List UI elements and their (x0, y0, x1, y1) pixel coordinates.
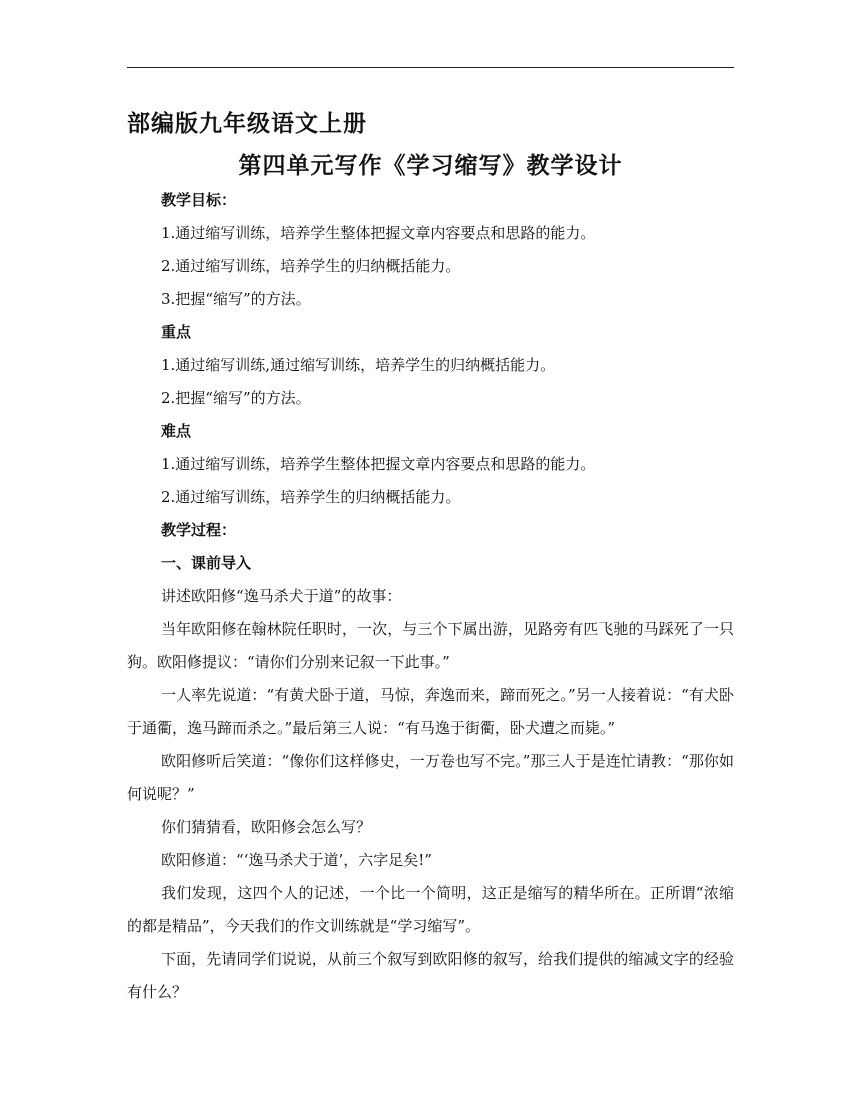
key-point-item: 1.通过缩写训练,通过缩写训练，培养学生的归纳概括能力。 (161, 356, 556, 374)
document-title-main: 部编版九年级语文上册 (127, 111, 367, 137)
objective-item: 3.把握“缩写”的方法。 (161, 290, 311, 308)
objective-item: 1.通过缩写训练，培养学生整体把握文章内容要点和思路的能力。 (161, 224, 596, 242)
body-paragraph: 一人率先说道：“有黄犬卧于道，马惊，奔逸而来，蹄而死之。”另一人接着说：“有犬卧于通衢，逸马蹄而杀之。”最后第三人说：“有马逸于街衢，卧犬遭之而毙。” (127, 686, 734, 737)
difficulty-item: 1.通过缩写训练，培养学生整体把握文章内容要点和思路的能力。 (161, 455, 596, 473)
difficulties-heading: 难点 (161, 422, 192, 440)
objectives-heading: 教学目标： (161, 191, 237, 209)
document-body (127, 106, 734, 1009)
body-paragraph: 你们猜猜看，欧阳修会怎么写？ (161, 818, 372, 836)
body-paragraph: 当年欧阳修在翰林院任职时，一次，与三个下属出游，见路旁有匹飞驰的马踩死了一只狗。欧阳修提议：“请你们分别来记叙一下此事。” (127, 620, 734, 671)
body-paragraph: 欧阳修道：“‘逸马杀犬于道’，六字足矣!” (161, 851, 432, 869)
header-rule (127, 67, 734, 68)
body-paragraph: 讲述欧阳修“逸马杀犬于道”的故事： (161, 587, 402, 605)
process-heading: 教学过程： (161, 521, 237, 539)
objective-item: 2.通过缩写训练，培养学生的归纳概括能力。 (161, 257, 461, 275)
document-title-sub: 第四单元写作《学习缩写》教学设计 (238, 153, 623, 179)
key-points-heading: 重点 (161, 323, 192, 341)
body-paragraph: 欧阳修听后笑道：“像你们这样修史，一万卷也写不完。”那三人于是连忙请教：“那你如何说呢？” (127, 752, 734, 803)
key-point-item: 2.把握“缩写”的方法。 (161, 389, 311, 407)
body-paragraph: 下面，先请同学们说说，从前三个叙写到欧阳修的叙写，给我们提供的缩减文字的经验有什么？ (127, 950, 734, 1001)
section-heading: 一、课前导入 (161, 554, 252, 572)
difficulty-item: 2.通过缩写训练，培养学生的归纳概括能力。 (161, 488, 461, 506)
body-paragraph: 我们发现，这四个人的记述，一个比一个简明，这正是缩写的精华所在。正所谓“浓缩的都是精品”，今天我们的作文训练就是“学习缩写”。 (127, 884, 734, 935)
